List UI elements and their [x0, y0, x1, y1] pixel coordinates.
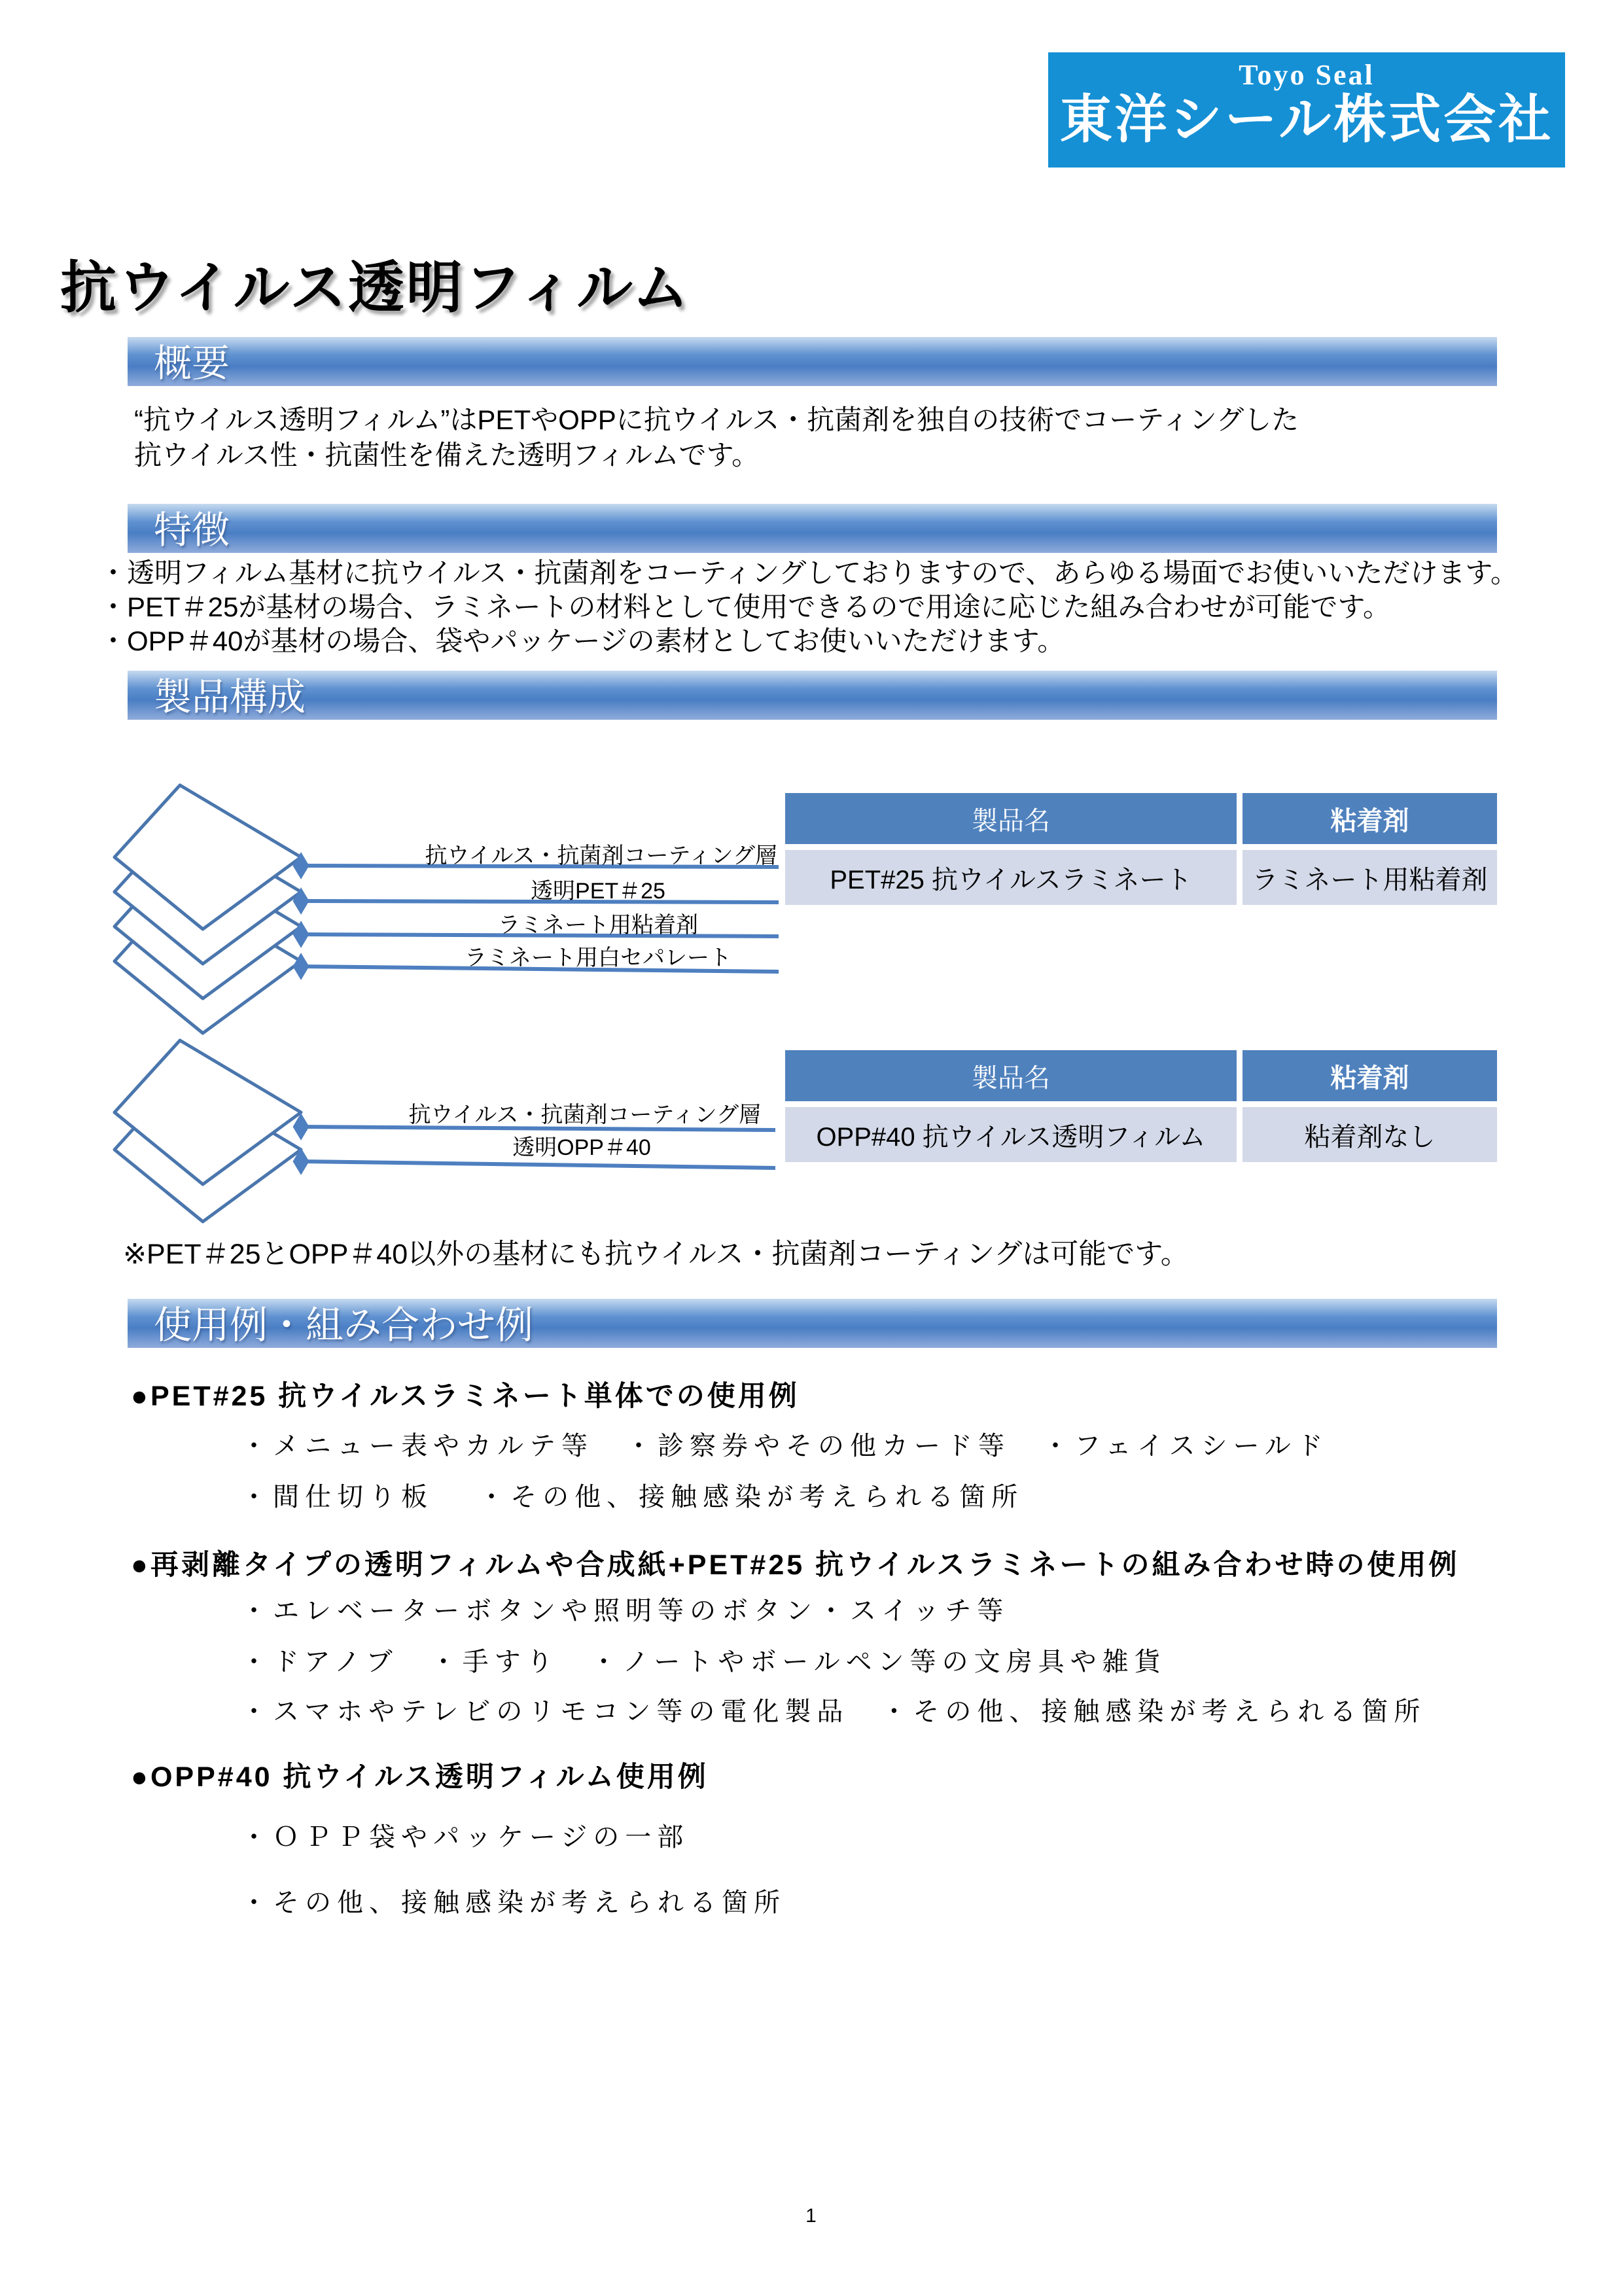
product-table-opp [785, 1050, 1497, 1168]
section-header-composition: 製品構成 [128, 671, 1497, 720]
feature-bullet: ・OPP＃40が基材の場合、袋やパッケージの素材としてお使いいただけます。 [99, 626, 1065, 656]
company-logo [1048, 52, 1565, 168]
overview-line: 抗ウイルス性・抗菌性を備えた透明フィルムです。 [134, 440, 760, 470]
usage-group-title: ●OPP#40 抗ウイルス透明フィルム使用例 [131, 1761, 709, 1793]
table-row [785, 1107, 1497, 1162]
table-header-adhesive: 粘着剤 [1243, 1050, 1497, 1101]
logo-english-text: Toyo Seal [1239, 59, 1375, 91]
usage-item: ・スマホやテレビのリモコン等の電化製品 ・その他、接触感染が考えられる箇所 [241, 1697, 1426, 1726]
usage-group-title: ●PET#25 抗ウイルスラミネート単体での使用例 [131, 1381, 800, 1412]
leader-line [302, 1161, 775, 1168]
layer-label-adhesive: ラミネート用粘着剤 [498, 913, 698, 938]
overview-paragraph [134, 402, 1299, 473]
layer-label-pet: 透明PET＃25 [531, 879, 665, 904]
usage-group-title: ●再剥離タイプの透明フィルムや合成紙+PET#25 抗ウイルスラミネートの組み合わせ時の使用例 [131, 1549, 1460, 1581]
table-cell-product-name: PET#25 抗ウイルスラミネート [785, 850, 1237, 905]
table-header-row [785, 793, 1497, 844]
arrowhead-diamond [295, 1117, 307, 1137]
usage-item: ・メニュー表やカルテ等 ・診察券やその他カード等 ・フェイスシールド [241, 1432, 1329, 1460]
layer-label-separator: ラミネート用白セパレート [465, 945, 732, 970]
table-header-product-name: 製品名 [785, 1050, 1237, 1101]
layer-label-coating: 抗ウイルス・抗菌剤コーティング層 [425, 843, 777, 868]
usage-item: ・エレベーターボタンや照明等のボタン・スイッチ等 [241, 1597, 1010, 1625]
page-number: 1 [805, 2205, 817, 2227]
layer-label-opp: 透明OPP＃40 [512, 1135, 651, 1160]
features-list [99, 556, 1518, 658]
overview-line: “抗ウイルス透明フィルム”はPETやOPPに抗ウイルス・抗菌剤を独自の技術でコーティングした [134, 404, 1299, 435]
table-header-product-name: 製品名 [785, 793, 1237, 844]
usage-item: ・ドアノブ ・手すり ・ノートやボールペン等の文房具や雑貨 [241, 1648, 1167, 1676]
usage-item: ・間仕切り板 ・その他、接触感染が考えられる箇所 [241, 1483, 1024, 1511]
section-header-usage: 使用例・組み合わせ例 [128, 1299, 1497, 1348]
table-cell-adhesive: ラミネート用粘着剤 [1243, 850, 1497, 905]
usage-item: ・その他、接触感染が考えられる箇所 [241, 1888, 786, 1917]
table-row [785, 850, 1497, 905]
page-title: 抗ウイルス透明フィルム [60, 256, 691, 319]
table-cell-adhesive: 粘着剤なし [1243, 1107, 1497, 1162]
table-cell-product-name: OPP#40 抗ウイルス透明フィルム [785, 1107, 1237, 1162]
section-header-features: 特徴 [128, 504, 1497, 553]
product-table-pet [785, 793, 1497, 911]
table-header-row [785, 1050, 1497, 1101]
table-header-adhesive: 粘着剤 [1243, 793, 1497, 844]
usage-item: ・ＯＰＰ袋やパッケージの一部 [241, 1823, 690, 1852]
composition-note: ※PET＃25とOPP＃40以外の基材にも抗ウイルス・抗菌剤コーティングは可能です。 [123, 1239, 1189, 1270]
feature-bullet: ・透明フィルム基材に抗ウイルス・抗菌剤をコーティングしておりますので、あらゆる場面でお使いいただけます。 [99, 557, 1519, 588]
feature-bullet: ・PET＃25が基材の場合、ラミネートの材料として使用できるので用途に応じた組み合わせが可能です。 [99, 592, 1391, 622]
layer-label-coating-opp: 抗ウイルス・抗菌剤コーティング層 [408, 1103, 761, 1127]
section-header-overview: 概要 [128, 337, 1497, 386]
logo-japanese-text: 東洋シール株式会社 [1059, 90, 1554, 149]
